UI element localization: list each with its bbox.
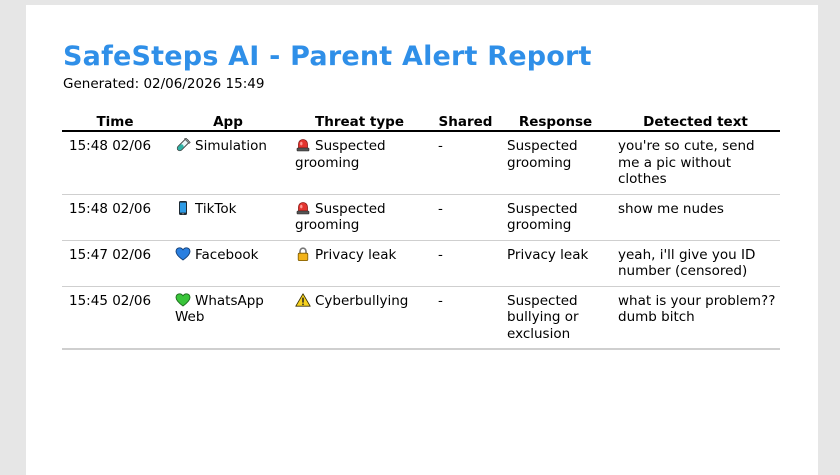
- warning-icon: [295, 293, 311, 307]
- header-detected-text: Detected text: [611, 111, 780, 131]
- cell-detected-text: you're so cute, send me a pic without clothes: [611, 131, 780, 194]
- table-row: [62, 131, 780, 194]
- cell-time: 15:45 02/06: [62, 286, 168, 349]
- cell-response: Privacy leak: [500, 240, 611, 286]
- siren-icon: [295, 201, 311, 215]
- cell-app: [168, 131, 288, 194]
- green-heart-icon: [175, 293, 191, 307]
- app-label: Simulation: [195, 138, 267, 154]
- cell-response: Suspected grooming: [500, 131, 611, 194]
- cell-app: [168, 286, 288, 349]
- threat-label: Cyberbullying: [315, 292, 409, 309]
- header-threat-type: Threat type: [288, 111, 431, 131]
- cell-threat-type: [288, 131, 431, 194]
- blue-heart-icon: [175, 247, 191, 261]
- table-row: [62, 240, 780, 286]
- cell-threat-type: [288, 240, 431, 286]
- threat-label: Suspected grooming: [295, 200, 386, 233]
- table-row: [62, 194, 780, 240]
- cell-response: Suspected grooming: [500, 194, 611, 240]
- test-tube-icon: [175, 138, 191, 152]
- cell-response: Suspected bullying or exclusion: [500, 286, 611, 349]
- cell-shared: -: [431, 131, 500, 194]
- header-response: Response: [500, 111, 611, 131]
- cell-shared: -: [431, 194, 500, 240]
- header-time: Time: [62, 111, 168, 131]
- padlock-icon: [295, 247, 311, 261]
- table-row: [62, 286, 780, 349]
- alert-table: [62, 111, 780, 350]
- header-app: App: [168, 111, 288, 131]
- cell-shared: -: [431, 286, 500, 349]
- threat-label: Suspected grooming: [295, 138, 386, 171]
- report-page: [26, 5, 818, 475]
- generated-timestamp: Generated: 02/06/2026 15:49: [63, 76, 265, 92]
- siren-icon: [295, 138, 311, 152]
- cell-time: 15:48 02/06: [62, 194, 168, 240]
- cell-threat-type: [288, 194, 431, 240]
- app-label: TikTok: [195, 200, 237, 217]
- app-label: Facebook: [195, 246, 259, 263]
- cell-time: 15:48 02/06: [62, 131, 168, 194]
- cell-time: 15:47 02/06: [62, 240, 168, 286]
- report-title: SafeSteps AI - Parent Alert Report: [63, 41, 592, 72]
- header-shared: Shared: [431, 111, 500, 131]
- threat-label: Privacy leak: [315, 246, 397, 263]
- cell-threat-type: [288, 286, 431, 349]
- mobile-phone-icon: [175, 201, 191, 215]
- table-header-row: [62, 111, 780, 131]
- cell-detected-text: what is your problem?? dumb bitch: [611, 286, 780, 349]
- cell-app: [168, 194, 288, 240]
- cell-app: [168, 240, 288, 286]
- cell-shared: -: [431, 240, 500, 286]
- cell-detected-text: yeah, i'll give you ID number (censored): [611, 240, 780, 286]
- app-label: WhatsApp Web: [175, 292, 264, 325]
- cell-detected-text: show me nudes: [611, 194, 780, 240]
